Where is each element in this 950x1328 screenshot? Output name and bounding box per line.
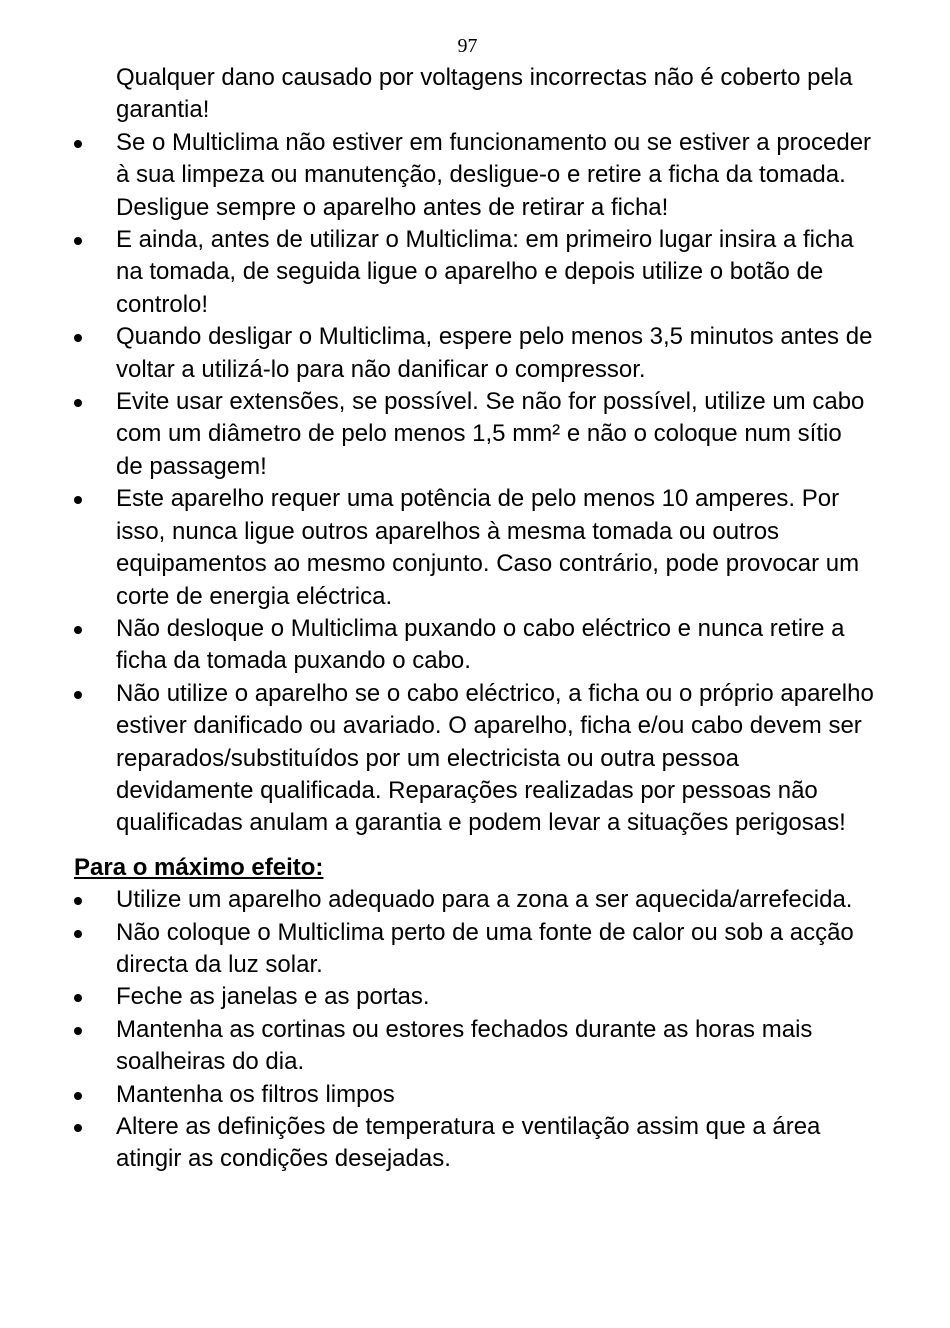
warning-text: Se o Multiclima não estiver em funcionamento ou se estiver a proceder à sua limpeza ou manutenção, desligue-o e retire a ficha da tomada. Desligue sempre o aparelho antes de retirar a ficha! bbox=[116, 128, 872, 221]
max-effect-text: Altere as definições de temperatura e ventilação assim que a área atingir as condições desejadas. bbox=[116, 1113, 821, 1173]
warning-item bbox=[74, 483, 874, 613]
warning-text: Não utilize o aparelho se o cabo eléctrico, a ficha ou o próprio aparelho estiver danificado ou avariado. O aparelho, ficha e/ou cabo devem ser reparados/substituídos por um electricista ou outra pessoa devidamente qualificada. Reparações realizadas por pessoas não qualificadas anulam a garantia e podem levar a situações perigosas! bbox=[116, 679, 874, 837]
warning-text: Este aparelho requer uma potência de pelo menos 10 amperes. Por isso, nunca ligue outros aparelhos à mesma tomada ou outros equipamentos ao mesmo conjunto. Caso contrário, pode provocar um corte de energia eléctrica. bbox=[116, 485, 860, 610]
page-number: 97 bbox=[457, 35, 478, 57]
max-effect-list bbox=[74, 884, 874, 1176]
max-effect-item bbox=[74, 1079, 874, 1111]
warning-text: Evite usar extensões, se possível. Se não for possível, utilize um cabo com um diâmetro de pelo menos 1,5 mm² e não o coloque num sítio de passagem! bbox=[116, 388, 865, 480]
max-effect-text: Não coloque o Multiclima perto de uma fonte de calor ou sob a acção directa da luz solar. bbox=[116, 918, 854, 978]
warning-text: Não desloque o Multiclima puxando o cabo eléctrico e nunca retire a ficha da tomada puxando o cabo. bbox=[116, 614, 845, 675]
max-effect-text: Feche as janelas e as portas. bbox=[116, 983, 430, 1011]
bullet-icon bbox=[74, 897, 82, 905]
max-effect-text: Mantenha as cortinas ou estores fechados durante as horas mais soalheiras do dia. bbox=[116, 1015, 813, 1076]
warnings-list bbox=[74, 127, 874, 840]
bullet-icon bbox=[74, 334, 82, 342]
max-effect-item bbox=[74, 917, 874, 982]
bullet-icon bbox=[74, 691, 82, 699]
warning-item bbox=[74, 321, 874, 386]
page-content bbox=[74, 62, 874, 1176]
max-effect-item bbox=[74, 884, 874, 916]
warning-text: E ainda, antes de utilizar o Multiclima: em primeiro lugar insira a ficha na tomada, de seguida ligue o aparelho e depois utilize o botão de controlo! bbox=[116, 226, 854, 318]
max-effect-text: Utilize um aparelho adequado para a zona a ser aquecida/arrefecida. bbox=[116, 886, 853, 914]
warning-item bbox=[74, 224, 874, 321]
bullet-icon bbox=[74, 1124, 82, 1132]
warning-item bbox=[74, 613, 874, 678]
max-effect-item bbox=[74, 1014, 874, 1079]
warning-item bbox=[74, 678, 874, 840]
warning-item bbox=[74, 127, 874, 224]
bullet-icon bbox=[74, 930, 82, 938]
bullet-icon bbox=[74, 994, 82, 1002]
section-heading: Para o máximo efeito: bbox=[74, 853, 324, 881]
bullet-icon bbox=[74, 496, 82, 504]
warning-text: Quando desligar o Multiclima, espere pelo menos 3,5 minutos antes de voltar a utilizá-lo para não danificar o compressor. bbox=[116, 323, 873, 383]
max-effect-text: Mantenha os filtros limpos bbox=[116, 1080, 395, 1108]
continued-paragraph: Qualquer dano causado por voltagens incorrectas não é coberto pela garantia! bbox=[116, 64, 853, 124]
warning-item bbox=[74, 386, 874, 483]
bullet-icon bbox=[74, 399, 82, 407]
bullet-icon bbox=[74, 237, 82, 245]
bullet-icon bbox=[74, 1027, 82, 1035]
bullet-icon bbox=[74, 626, 82, 634]
bullet-icon bbox=[74, 1092, 82, 1100]
max-effect-item bbox=[74, 1111, 874, 1176]
bullet-icon bbox=[74, 140, 82, 148]
max-effect-item bbox=[74, 981, 874, 1013]
